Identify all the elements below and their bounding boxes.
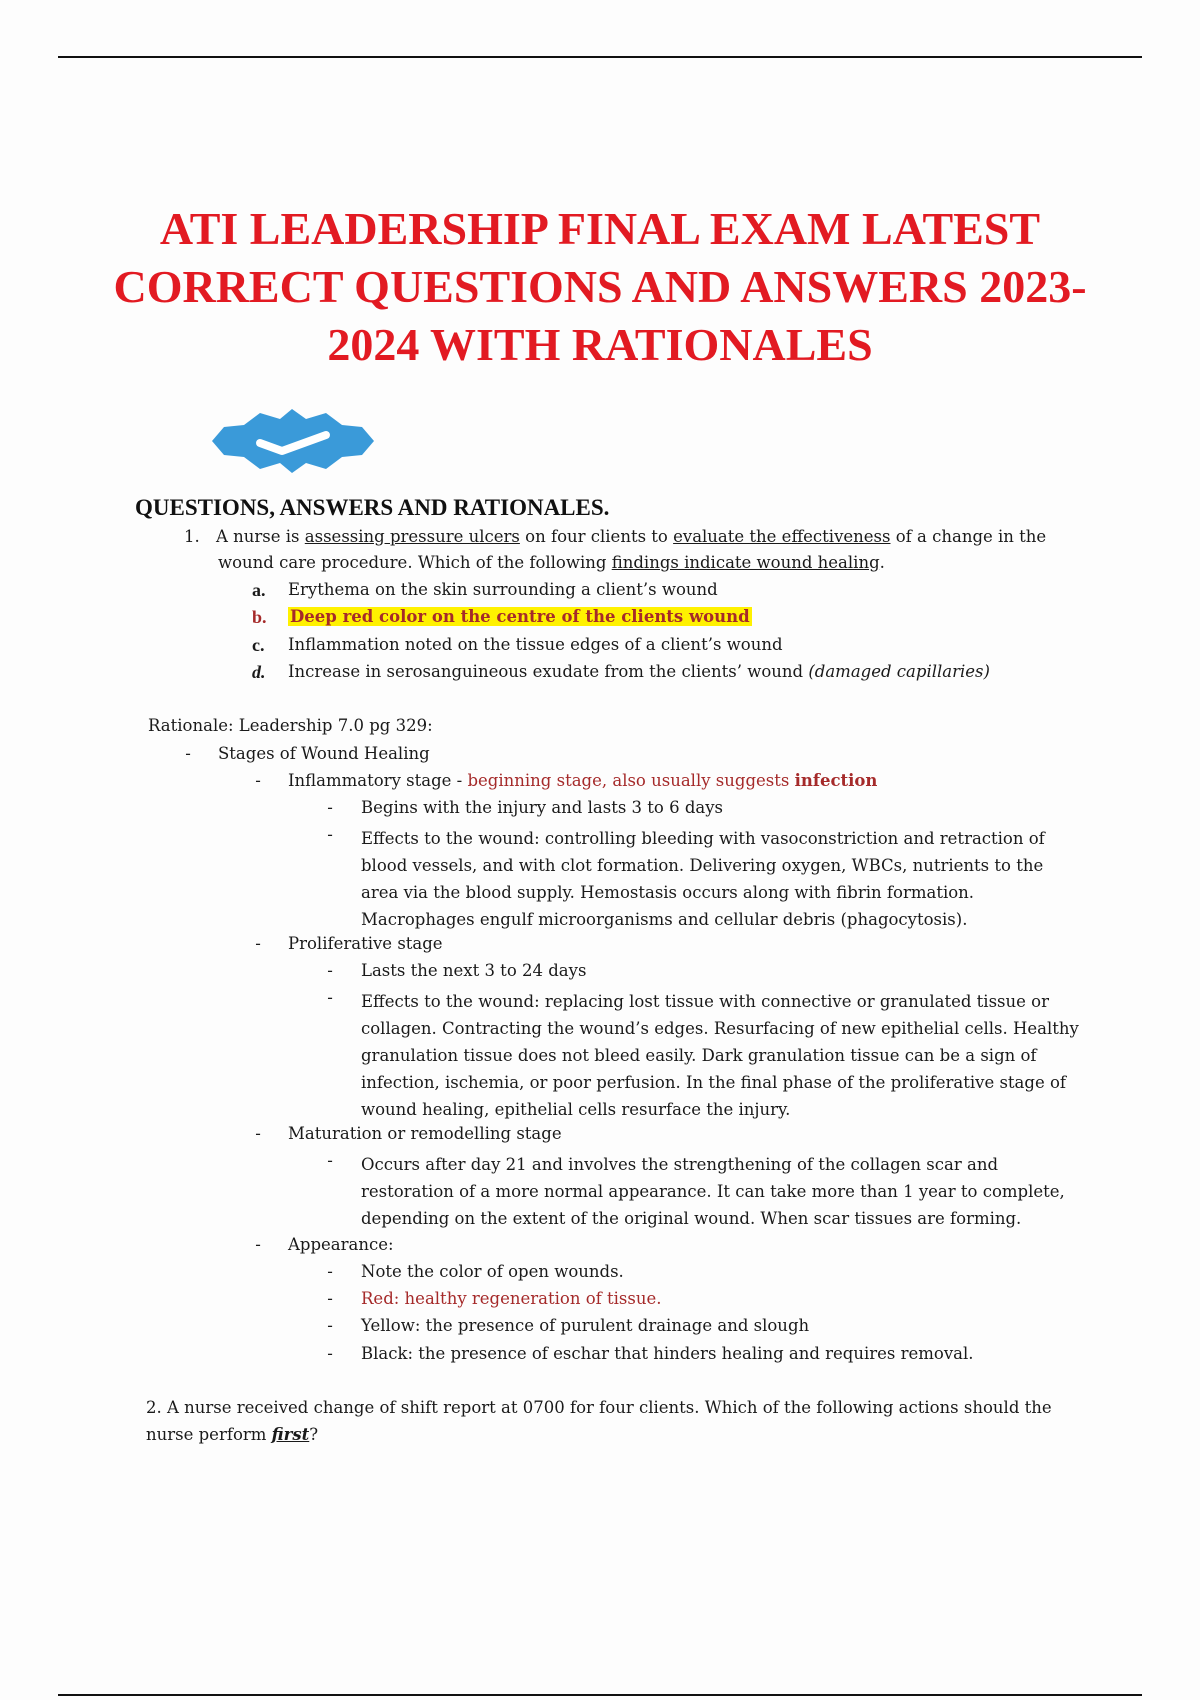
option-d-note: (damaged capillaries)	[808, 662, 990, 681]
option-d	[288, 662, 990, 681]
appearance-note: Note the color of open wounds.	[361, 1262, 624, 1281]
question-2-line-1: 2. A nurse received change of shift report at 0700 for four clients. Which of the following actions should the	[146, 1398, 1052, 1417]
inflammatory-duration: Begins with the injury and lasts 3 to 6 days	[361, 798, 724, 817]
bullet-dash: -	[327, 1262, 333, 1281]
question-number: 1.	[184, 527, 200, 546]
appearance-title: Appearance:	[288, 1235, 394, 1254]
bullet-dash: -	[327, 961, 333, 980]
bullet-dash: -	[327, 1316, 333, 1335]
option-a-text: Erythema on the skin surrounding a client’s wound	[288, 580, 718, 599]
proliferative-stage-title: Proliferative stage	[288, 934, 443, 953]
option-c-text: Inflammation noted on the tissue edges of a client’s wound	[288, 635, 783, 654]
rationale-label: Rationale: Leadership 7.0 pg 329:	[148, 716, 433, 735]
correct-answer-highlight: Deep red color on the centre of the clients wound	[290, 607, 750, 626]
option-d-text: Increase in serosanguineous exudate from the clients’ wound	[288, 662, 809, 681]
question-1-line-1	[216, 527, 1046, 546]
proliferative-duration: Lasts the next 3 to 24 days	[361, 961, 587, 980]
bullet-dash: -	[327, 1344, 333, 1363]
paragraph-line: area via the blood supply. Hemostasis occurs along with fibrin formation.	[361, 883, 975, 902]
appearance-black: Black: the presence of eschar that hinders healing and requires removal.	[361, 1344, 974, 1363]
q2-text-part: nurse perform	[146, 1425, 272, 1444]
q1-text-part: A nurse is	[216, 527, 305, 546]
bullet-dash: -	[327, 988, 333, 1007]
q2-text-part: ?	[309, 1425, 319, 1444]
appearance-yellow: Yellow: the presence of purulent drainage and slough	[361, 1316, 810, 1335]
paragraph-line: blood vessels, and with clot formation. Delivering oxygen, WBCs, nutrients to the	[361, 856, 1044, 875]
stage-title: Inflammatory stage -	[288, 771, 468, 790]
q2-emphasis: first	[271, 1425, 310, 1444]
bullet-dash: -	[255, 1235, 261, 1254]
option-letter: b.	[252, 607, 267, 627]
bullet-dash: -	[327, 825, 333, 844]
bottom-divider	[58, 1694, 1142, 1696]
stage-keyword: infection	[794, 771, 878, 790]
q1-underlined-phrase: assessing pressure ulcers	[304, 527, 520, 546]
option-letter: d.	[252, 662, 266, 682]
bullet-dash: -	[327, 1151, 333, 1170]
inflammatory-stage	[288, 771, 877, 790]
q1-text-part: on four clients to	[519, 527, 674, 546]
stage-description: beginning stage, also usually suggests	[467, 771, 795, 790]
maturation-stage-title: Maturation or remodelling stage	[288, 1124, 562, 1143]
question-2-line-2	[146, 1425, 318, 1444]
question-1-line-2	[218, 553, 885, 572]
paragraph-line: Effects to the wound: replacing lost tissue with connective or granulated tissue or	[361, 992, 1049, 1011]
q1-underlined-phrase: evaluate the effectiveness	[673, 527, 891, 546]
q1-underlined-phrase: findings indicate wound healing	[611, 553, 880, 572]
bullet-dash: -	[255, 934, 261, 953]
option-letter: c.	[252, 635, 265, 655]
bullet-dash: -	[327, 798, 333, 817]
paragraph-line: granulation tissue does not bleed easily. Dark granulation tissue can be a sign of	[361, 1046, 1037, 1065]
bullet-dash: -	[255, 1124, 261, 1143]
bullet-dash: -	[185, 744, 191, 763]
option-letter: a.	[252, 580, 266, 600]
stages-heading: Stages of Wound Healing	[218, 744, 430, 763]
q1-text-part: .	[879, 553, 885, 572]
appearance-red: Red: healthy regeneration of tissue.	[361, 1289, 662, 1308]
maturation-description	[361, 1151, 1065, 1232]
proliferative-effects	[361, 988, 1079, 1123]
bullet-dash: -	[255, 771, 261, 790]
paragraph-line: Macrophages engulf microorganisms and cellular debris (phagocytosis).	[361, 910, 968, 929]
paragraph-line: wound healing, epithelial cells resurface the injury.	[361, 1100, 791, 1119]
paragraph-line: Effects to the wound: controlling bleeding with vasoconstriction and retraction of	[361, 829, 1045, 848]
bullet-dash: -	[327, 1289, 333, 1308]
paragraph-line: collagen. Contracting the wound’s edges. Resurfacing of new epithelial cells. Healthy	[361, 1019, 1079, 1038]
paragraph-line: Occurs after day 21 and involves the strengthening of the collagen scar and	[361, 1155, 999, 1174]
paragraph-line: restoration of a more normal appearance. It can take more than 1 year to complete,	[361, 1182, 1065, 1201]
document-title: ATI LEADERSHIP FINAL EXAM LATEST CORRECT QUESTIONS AND ANSWERS 2023-2024 WITH RATIONALES	[113, 203, 1087, 370]
inflammatory-effects	[361, 825, 1045, 933]
top-divider	[58, 56, 1142, 58]
q1-text-part: wound care procedure. Which of the following	[218, 553, 612, 572]
paragraph-line: infection, ischemia, or poor perfusion. In the final phase of the proliferative stage of	[361, 1073, 1066, 1092]
q1-text-part: of a change in the	[890, 527, 1047, 546]
paragraph-line: depending on the extent of the original wound. When scar tissues are forming.	[361, 1209, 1022, 1228]
checkmark-badge-icon	[192, 405, 392, 477]
section-heading: QUESTIONS, ANSWERS AND RATIONALES.	[135, 495, 610, 520]
